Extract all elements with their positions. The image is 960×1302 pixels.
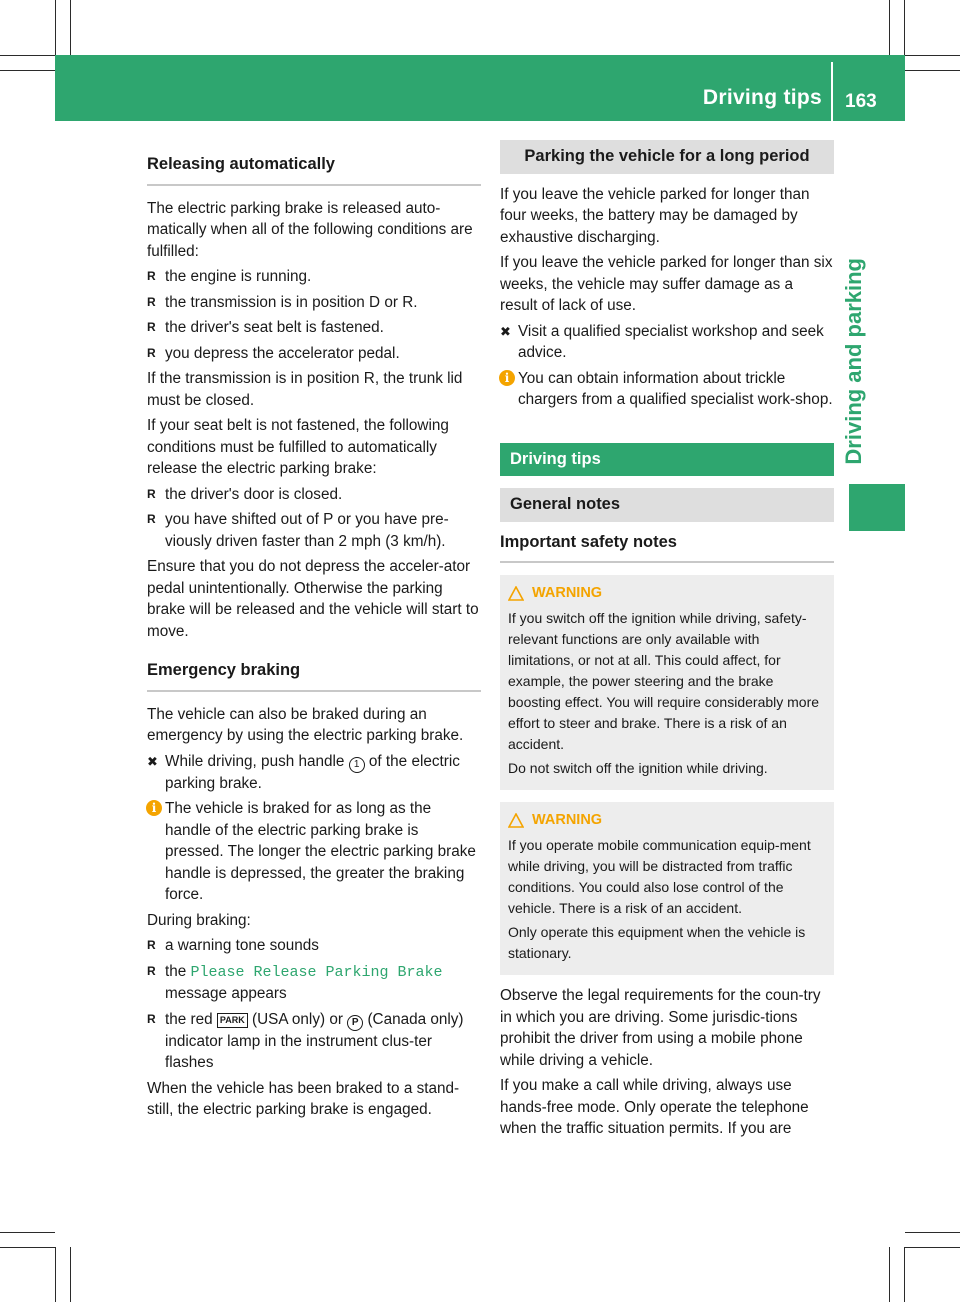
page-header-title: Driving tips: [702, 86, 822, 109]
warning-header: WARNING: [508, 583, 826, 604]
paragraph: The vehicle can also be braked during an emergency by using the electric parking brake.: [147, 705, 464, 744]
heading-important-safety-notes: Important safety notes: [500, 532, 834, 564]
step-arrow-icon: ✖: [500, 323, 511, 339]
list-item: R a warning tone sounds: [147, 935, 481, 957]
crop-mark: [905, 1247, 960, 1248]
heading-general-notes: General notes: [500, 488, 834, 522]
bullet-marker: R: [147, 486, 156, 501]
list-item: R the driver's door is closed.: [147, 484, 481, 506]
heading-releasing-automatically: Releasing automatically: [147, 154, 481, 186]
bullet-marker: R: [147, 512, 156, 526]
warning-text: If you operate mobile communication equip-ment while driving, you will be distracted from traffic conditions. You could also lose control of the vehicle. There is a risk of an accident.: [508, 837, 811, 916]
heading-emergency-braking: Emergency braking: [147, 660, 481, 692]
bullet-marker: R: [147, 345, 156, 360]
bullet-marker: R: [147, 294, 156, 309]
right-column: [500, 140, 834, 1144]
bullet-marker: R: [147, 938, 156, 952]
bullet-marker: R: [147, 320, 156, 334]
warning-box: [500, 802, 834, 975]
instruction-step: ✖ Visit a qualified specialist workshop and seek advice.: [500, 322, 824, 361]
bullet-marker: R: [147, 269, 156, 283]
heading-parking-long-period: Parking the vehicle for a long period: [500, 140, 834, 174]
instruction-step: ✖ While driving, push handle 1 of the electric parking brake.: [147, 752, 460, 792]
section-side-tab: Driving and parking: [841, 258, 866, 465]
header-divider: [831, 62, 833, 121]
warning-triangle-icon: [508, 813, 524, 828]
crop-mark: [70, 0, 71, 55]
crop-mark: [905, 1232, 960, 1233]
park-indicator-icon: PARK: [217, 1013, 248, 1028]
step-arrow-icon: ✖: [147, 753, 158, 769]
callout-number: 1: [349, 757, 365, 773]
info-note: i You can obtain information about trickle chargers from a qualified specialist work-shop.: [500, 368, 834, 411]
paragraph: The electric parking brake is released auto-matically when all of the following conditions are fulfilled:: [147, 199, 473, 260]
paragraph: If the transmission is in position R, the trunk lid must be closed.: [147, 370, 463, 409]
info-icon: i: [146, 800, 162, 816]
warning-triangle-icon: [508, 586, 524, 601]
crop-mark: [0, 1247, 55, 1248]
list-item: R the red PARK (USA only) or P (Canada only) indicator lamp in the instrument clus-ter flashes: [147, 1010, 464, 1071]
warning-text: Do not switch off the ignition while driving.: [508, 760, 768, 776]
crop-mark: [905, 55, 960, 56]
crop-mark: [55, 0, 56, 55]
crop-mark: [904, 0, 905, 55]
list-item: R the engine is running.: [147, 266, 481, 288]
bullet-marker: R: [147, 963, 156, 978]
paragraph: If you make a call while driving, always use hands-free mode. Only operate the telephone when the traffic situation permits. If you are: [500, 1077, 809, 1137]
left-column: [147, 140, 481, 1125]
crop-mark: [0, 1232, 55, 1233]
crop-mark: [904, 1247, 905, 1302]
paragraph: If you leave the vehicle parked for longer than four weeks, the battery may be damaged by exhaustive discharging.: [500, 185, 810, 246]
warning-header: WARNING: [508, 810, 826, 831]
heading-driving-tips: Driving tips: [500, 443, 834, 477]
warning-text: Only operate this equipment when the vehicle is stationary.: [508, 924, 806, 961]
paragraph: If your seat belt is not fastened, the following conditions must be fulfilled to automatically release the electric parking brake:: [147, 417, 449, 477]
list-item: R the transmission is in position D or R.: [147, 292, 481, 314]
crop-mark: [55, 1247, 56, 1302]
parking-brake-indicator-icon: P: [347, 1015, 363, 1031]
warning-box: [500, 575, 834, 790]
section-marker: [849, 484, 905, 531]
list-item: R the driver's seat belt is fastened.: [147, 317, 481, 339]
paragraph: If you leave the vehicle parked for longer than six weeks, the vehicle may suffer damage as a result of lack of use.: [500, 254, 833, 314]
crop-mark: [889, 0, 890, 55]
display-message: Please Release Parking Brake: [190, 963, 443, 981]
crop-mark: [70, 1247, 71, 1302]
paragraph: Observe the legal requirements for the coun-try in which you are driving. Some jurisdic-tions prohibit the driver from using a mobile phone while driving a vehicle.: [500, 987, 821, 1069]
paragraph: Ensure that you do not depress the acceler-ator pedal unintentionally. Otherwise the parking brake will be released and the vehicle will start to move.: [147, 558, 479, 640]
bullet-marker: R: [147, 1011, 156, 1026]
info-icon: i: [499, 370, 515, 386]
paragraph: During braking:: [147, 911, 251, 929]
crop-mark: [905, 70, 960, 71]
list-item: R you have shifted out of P or you have pre-viously driven faster than 2 mph (3 km/h).: [147, 511, 449, 550]
warning-text: If you switch off the ignition while driving, safety-relevant functions are only available with limitations, or not at all. This could affect, for example, the power steering and the brake boosting effect. You will require considerably more effort to steer and brake. There is a risk of an accident.: [508, 610, 820, 752]
crop-mark: [889, 1247, 890, 1302]
crop-mark: [0, 55, 55, 56]
page-number: 163: [845, 91, 877, 112]
list-item: R the Please Release Parking Brake message appears: [147, 962, 443, 1002]
list-item: R you depress the accelerator pedal.: [147, 343, 481, 365]
paragraph: When the vehicle has been braked to a stand-still, the electric parking brake is engaged.: [147, 1079, 460, 1118]
info-note: i The vehicle is braked for as long as the handle of the electric parking brake is pressed. The longer the electric parking brake handle is depressed, the greater the braking force.: [147, 798, 481, 906]
crop-mark: [0, 70, 55, 71]
